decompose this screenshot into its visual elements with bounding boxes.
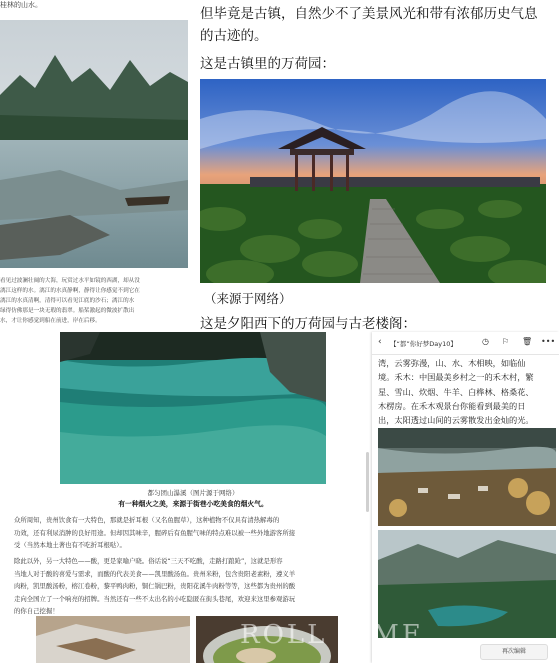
lotus-garden-photo [200, 79, 546, 283]
screenshot-panel-right-top [190, 0, 559, 330]
note-body-text: 湾，云雾弥漫，山、水、木相映，如临仙 境。禾木：中国最美乡村之一的禾木村，繁 星、雪山、炊烟、牛羊、白桦林、格桑花、 木楞房。在禾木观景台你能看到最美的日 出，太阳透过山间的云雾散发出金灿的光。 [378, 358, 534, 426]
article-paragraph: 但毕竟是古镇，自然少不了美景风光和带有浓郁历史气息的古迹的。 [200, 6, 538, 44]
back-icon[interactable]: ‹ [378, 337, 382, 347]
food-photo-foil [36, 616, 190, 663]
misty-village-photo [378, 428, 556, 526]
edit-again-button[interactable]: 再次编辑 [480, 644, 548, 660]
body-paragraph: 除此以外，另一大特色——酸，更是家喻户晓。俗话说“三天不吃酸，走路打踉跄”，这就是形容 当地人对于酸的喜爱与需求，而酸的代表美食——凯里酸汤鱼。贵州米粉，包含贵阳老素粉，遵义羊 肉粉，凯里酸汤粉，榕江卷粉，黎平鸭肉粉，铜仁锅巴粉，贵阳花溪牛肉粉等等，这些都为贵州的酸 走向全国立了一个响亮的招牌。当然还有一些不太出名的小吃隐匿在街头巷尾，欢迎来这里参观游玩 的你自己挖掘！ [14, 557, 296, 615]
reader-toolbar [372, 332, 559, 355]
trash-icon[interactable]: 🗑 [522, 337, 533, 346]
image-caption: 都匀团山瀑溪（图片源于网络） [147, 489, 239, 497]
section-heading: 有一种烟火之美，来源于街巷小吃美食的烟火气。 [118, 500, 268, 508]
paragraph-text: 看见过波澜壮阔的大海，玩赏过水平如镜的西湖，却从没 漓江这样的水。漓江的水真静啊，静得让你感觉不到它在 漓江的水真清啊，清得可以看见江底的沙石；漓江的水 绿得仿佛那是一块无瑕的翡翠。船桨激起的微波扩散出 水，才让你感觉到船在前进，岸在后移。 [0, 278, 140, 324]
more-icon[interactable]: ••• [541, 337, 556, 346]
article-paragraph: 这是古镇里的万荷园： [200, 56, 335, 72]
body-paragraph: 众所周知，贵州饮食有一大特色，那就是折耳根（又名鱼腥草），这种植物不仅具有清热解毒的 功效，还有利尿消肿的良好用途。但却因其味辛，腥碎后有鱼腥气味的特点难以被一些外地游客所接 受（当然本地土著也有不吃折耳根哒）。 [14, 516, 296, 549]
li-river-photo [0, 20, 188, 268]
flag-icon[interactable]: ⚐ [502, 337, 510, 346]
clock-icon[interactable]: ◷ [482, 337, 489, 346]
caption-text: 桂林的山水。 [0, 1, 42, 9]
image-source-note: （来源于网络） [204, 291, 292, 306]
screenshot-panel-left-top [0, 0, 188, 330]
watermark-text: ROLL TIME [240, 620, 424, 650]
scrollbar[interactable] [366, 452, 369, 512]
article-paragraph: 这是夕阳西下的万荷园与古老楼阁： [200, 316, 416, 330]
reader-panel [372, 332, 559, 663]
waterfall-pool-photo [60, 332, 326, 484]
note-title: 【“都”你好梦Day10】 [390, 340, 457, 348]
screenshot-panel-middle [0, 332, 372, 663]
